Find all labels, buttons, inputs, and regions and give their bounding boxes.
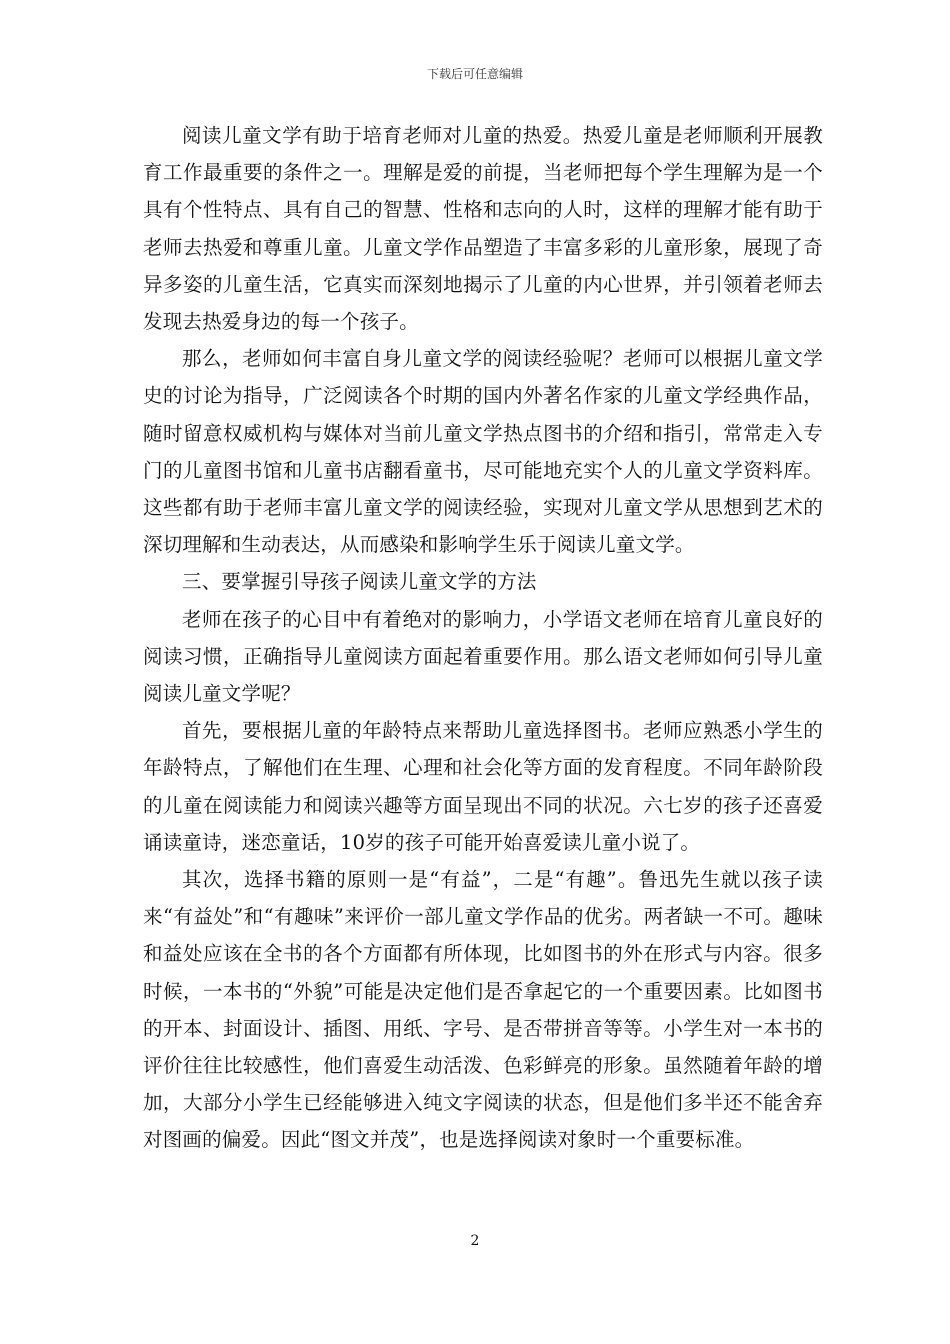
paragraph-teacher-influence: 老师在孩子的心目中有着绝对的影响力，小学语文老师在培育儿童良好的阅读习惯，正确指导儿童阅读方面起着重要作用。那么语文老师如何引导儿童阅读儿童文学呢？ [143,607,823,706]
paragraph-love-for-children: 阅读儿童文学有助于培育老师对儿童的热爱。热爱儿童是老师顺利开展教育工作最重要的条件之一。理解是爱的前提，当老师把每个学生理解为是一个具有个性特点、具有自己的智慧、性格和志向的人时，这样的理解才能有助于老师去热爱和尊重儿童。儿童文学作品塑造了丰富多彩的儿童形象，展现了奇异多姿的儿童生活，它真实而深刻地揭示了儿童的内心世界，并引领着老师去发现去热爱身边的每一个孩子。 [143,124,823,334]
paragraph-selection-principles: 其次，选择书籍的原则一是“有益”，二是“有趣”。鲁迅先生就以孩子读来“有益处”和“有趣味”来评价一部儿童文学作品的优劣。两者缺一不可。趣味和益处应该在全书的各个方面都有所体现，比如图书的外在形式与内容。很多时候，一本书的“外貌”可能是决定他们是否拿起它的一个重要因素。比如图书的开本、封面设计、插图、用纸、字号、是否带拼音等等。小学生对一本书的评价往往比较感性，他们喜爱生动活泼、色彩鲜亮的形象。虽然随着年龄的增加，大部分小学生已经能够进入纯文字阅读的状态，但是他们多半还不能舍弃对图画的偏爱。因此“图文并茂”，也是选择阅读对象时一个重要标准。 [143,868,823,1152]
paragraph-reading-experience: 那么，老师如何丰富自身儿童文学的阅读经验呢？老师可以根据儿童文学史的讨论为指导，广泛阅读各个时期的国内外著名作家的儿童文学经典作品，随时留意权威机构与媒体对当前儿童文学热点图书的介绍和指引，常常走入专门的儿童图书馆和儿童书店翻看童书，尽可能地充实个人的儿童文学资料库。这些都有助于老师丰富儿童文学的阅读经验，实现对儿童文学从思想到艺术的深切理解和生动表达，从而感染和影响学生乐于阅读儿童文学。 [143,347,823,557]
section-heading-methods: 三、要掌握引导孩子阅读儿童文学的方法 [182,570,537,594]
page-header: 下载后可任意编辑 [426,67,523,81]
page-number: 2 [470,1233,480,1249]
paragraph-age-characteristics: 首先，要根据儿童的年龄特点来帮助儿童选择图书。老师应熟悉小学生的年龄特点，了解他们在生理、心理和社会化等方面的发育程度。不同年龄阶段的儿童在阅读能力和阅读兴趣等方面呈现出不同的状况。六七岁的孩子还喜爱诵读童诗，迷恋童话，10岁的孩子可能开始喜爱读儿童小说了。 [143,719,823,854]
document-body [143,117,823,1159]
